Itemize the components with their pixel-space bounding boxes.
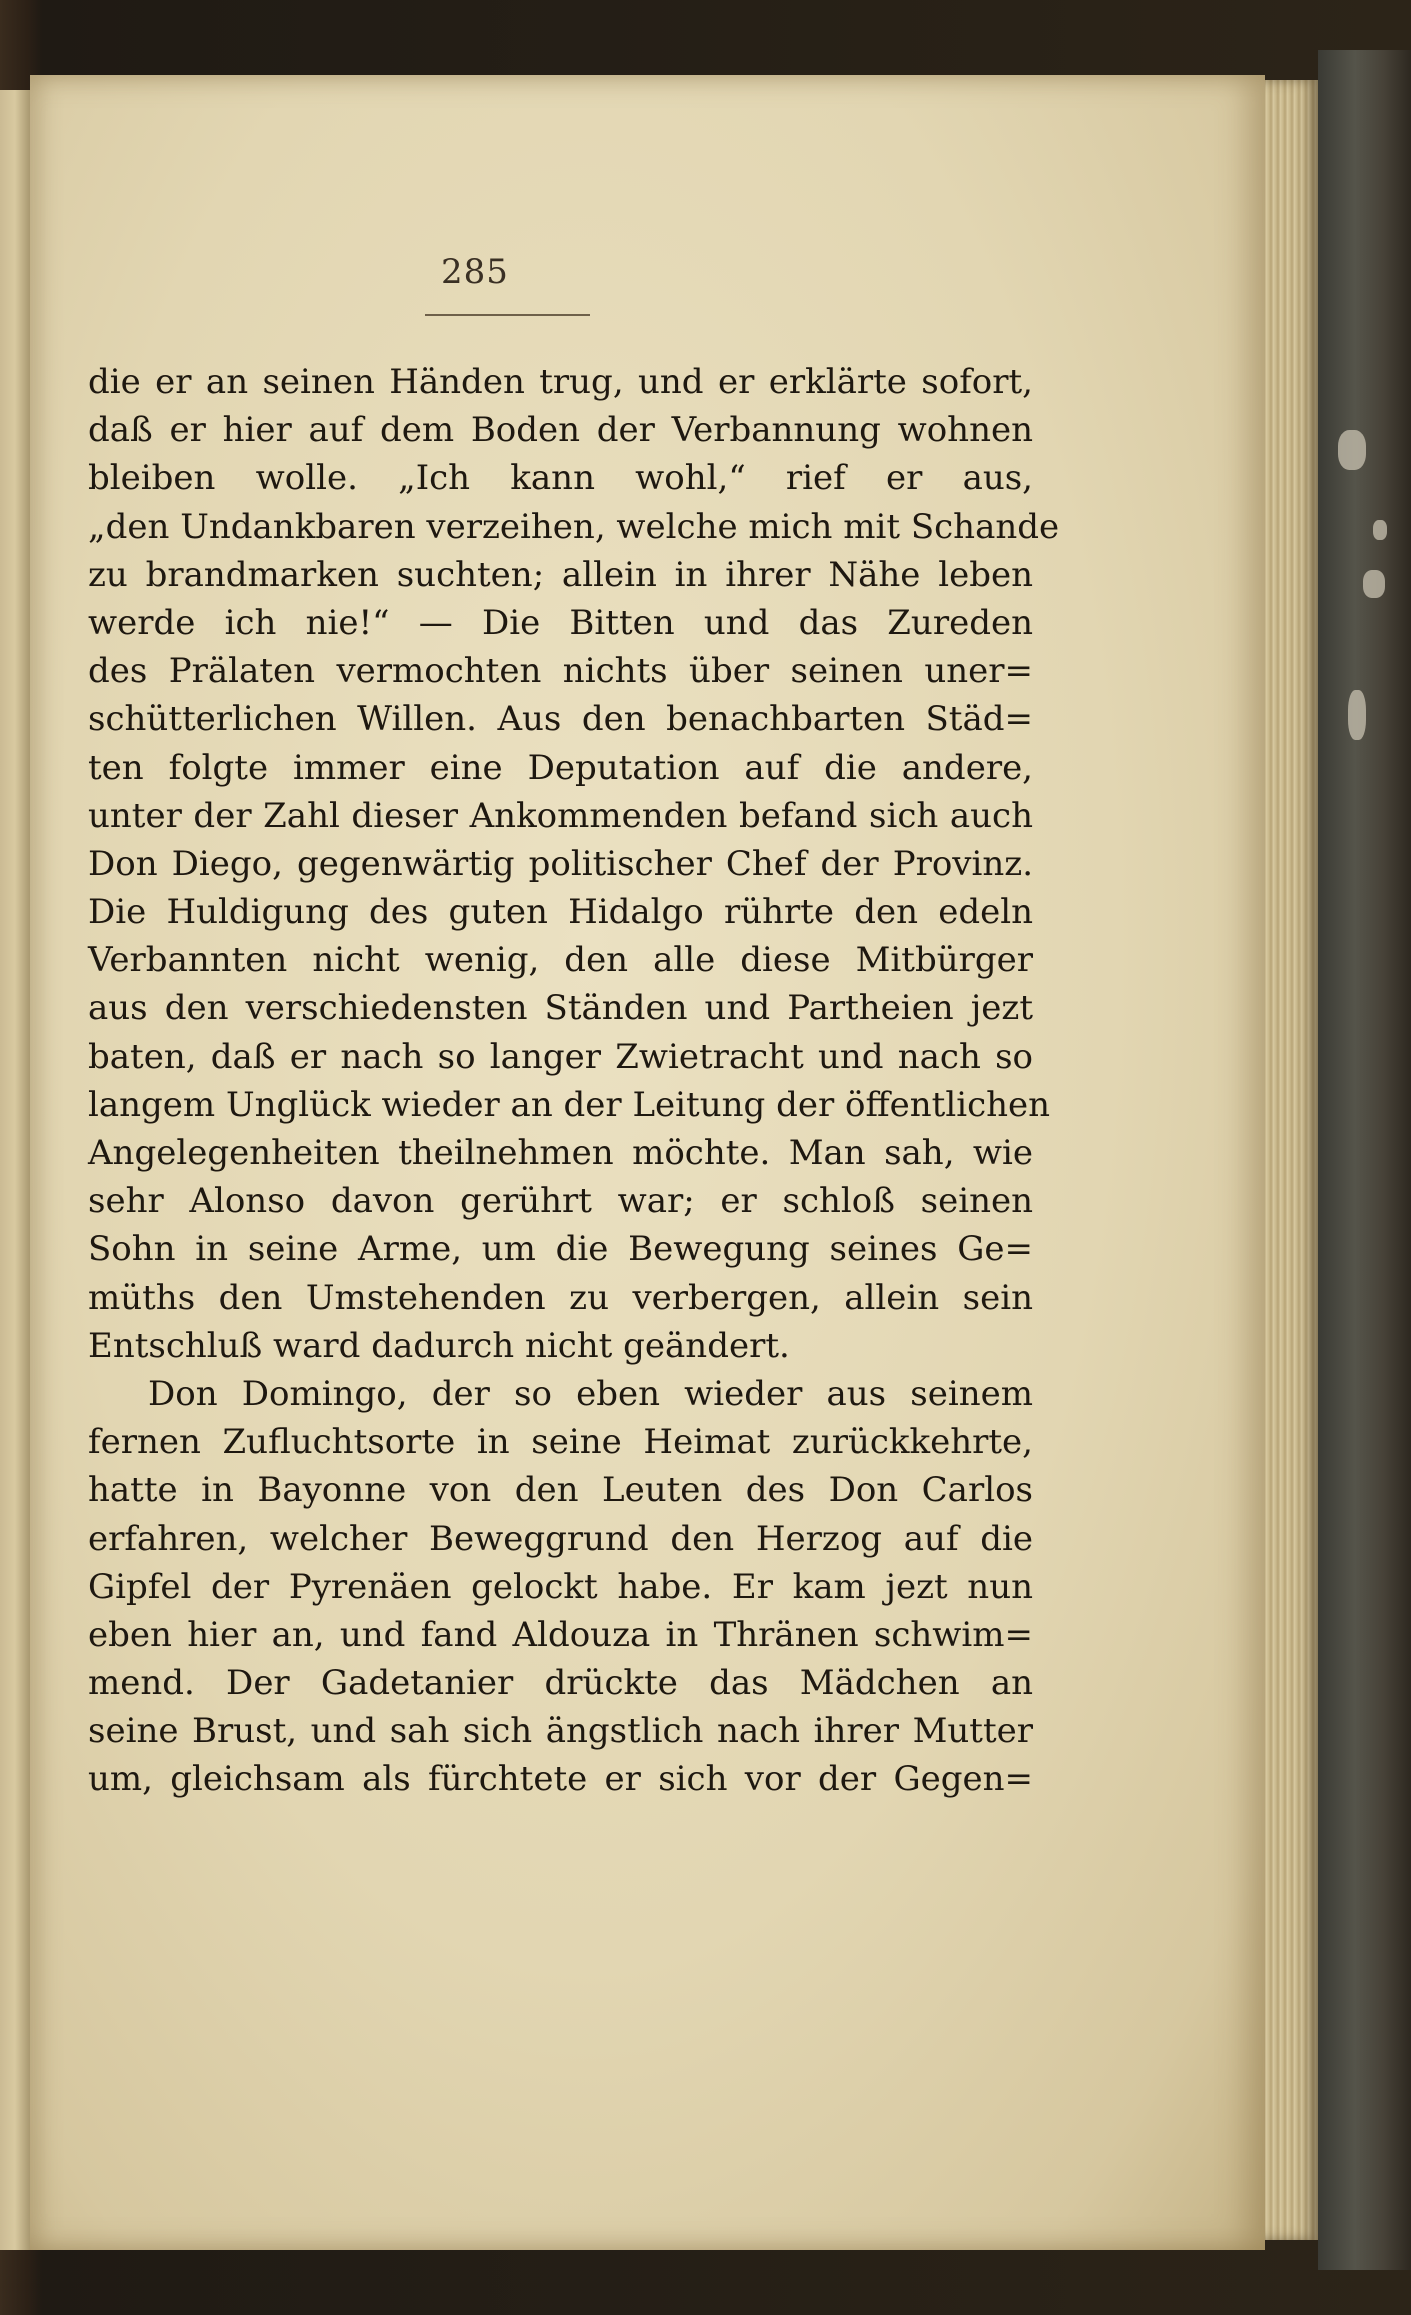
page-number: 285 <box>441 252 509 292</box>
text-line: erfahren, welcher Beweggrund den Herzog auf die <box>88 1518 1033 1559</box>
text-line: aus den verschiedensten Ständen und Partheien jezt <box>88 988 1033 1029</box>
body-text <box>88 358 1060 1804</box>
text-line: schütterlichen Willen. Aus den benachbarten Städ= <box>88 699 1033 740</box>
text-line: mend. Der Gadetanier drückte das Mädchen an <box>88 1663 1033 1704</box>
text-line: hatte in Bayonne von den Leuten des Don Carlos <box>88 1470 1033 1511</box>
text-line: sehr Alonso davon gerührt war; er schloß seinen <box>88 1181 1033 1222</box>
text-line: Don Diego, gegenwärtig politischer Chef der Provinz. <box>88 843 1033 884</box>
header-rule <box>425 314 590 316</box>
text-line: seine Brust, und sah sich ängstlich nach ihrer Mutter <box>88 1711 1033 1752</box>
text-line: Gipfel der Pyrenäen gelockt habe. Er kam jezt nun <box>88 1566 1033 1607</box>
previous-page-edge <box>0 90 30 2250</box>
text-line: „den Undankbaren verzeihen, welche mich mit Schande <box>88 506 1060 547</box>
cover-wear-mark <box>1363 570 1385 598</box>
text-line: Entschluß ward dadurch nicht geändert. <box>88 1325 790 1366</box>
text-line: Angelegenheiten theilnehmen möchte. Man sah, wie <box>88 1133 1033 1173</box>
text-line: um, gleichsam als fürchtete er sich vor der Gegen= <box>88 1759 1033 1800</box>
text-line: unter der Zahl dieser Ankommenden befand sich auch <box>88 795 1033 836</box>
text-line: langem Unglück wieder an der Leitung der öffentlichen <box>88 1084 1051 1125</box>
cover-wear-mark <box>1338 430 1366 470</box>
text-line: Sohn in seine Arme, um die Bewegung seines Ge= <box>88 1229 1033 1270</box>
text-line: zu brandmarken suchten; allein in ihrer Nähe leben <box>88 554 1033 595</box>
paragraph <box>88 1370 1033 1804</box>
text-line: werde ich nie!“ — Die Bitten und das Zureden <box>88 602 1033 643</box>
text-line: fernen Zufluchtsorte in seine Heimat zurückkehrte, <box>88 1422 1033 1463</box>
text-line: des Prälaten vermochten nichts über seinen uner= <box>88 651 1033 692</box>
text-line: Die Huldigung des guten Hidalgo rührte den edeln <box>88 892 1033 933</box>
cover-wear-mark <box>1348 690 1366 740</box>
text-line: Don Domingo, der so eben wieder aus seinem <box>148 1373 1033 1414</box>
text-line: bleiben wolle. „Ich kann wohl,“ rief er aus, <box>88 458 1033 499</box>
paragraph <box>88 358 1060 1370</box>
text-line: ten folgte immer eine Deputation auf die andere, <box>88 747 1033 788</box>
text-line: müths den Umstehenden zu verbergen, allein sein <box>88 1277 1033 1318</box>
cover-wear-mark <box>1373 520 1387 540</box>
text-line: baten, daß er nach so langer Zwietracht und nach so <box>88 1036 1033 1077</box>
book-cover <box>1318 50 1411 2270</box>
text-line: eben hier an, und fand Aldouza in Thränen schwim= <box>88 1614 1033 1655</box>
text-line: die er an seinen Händen trug, und er erklärte sofort, <box>88 362 1033 402</box>
text-line: Verbannten nicht wenig, den alle diese Mitbürger <box>88 940 1033 981</box>
text-line: daß er hier auf dem Boden der Verbannung wohnen <box>88 410 1033 451</box>
